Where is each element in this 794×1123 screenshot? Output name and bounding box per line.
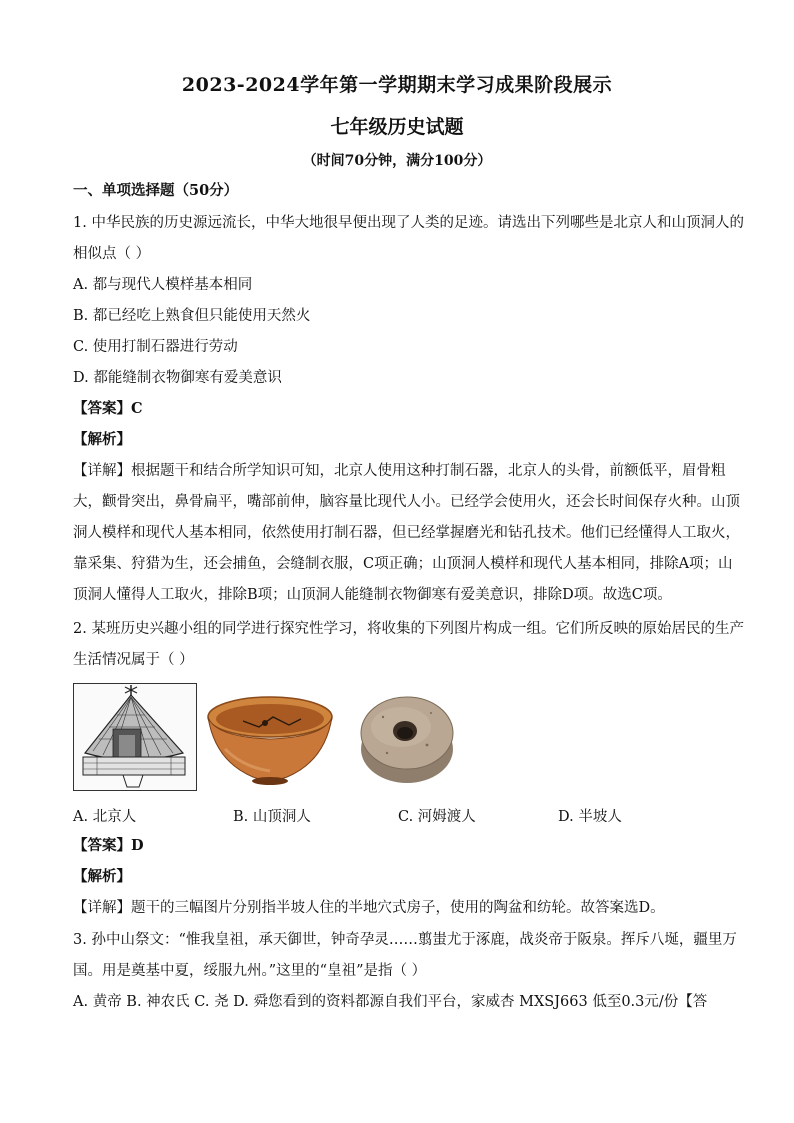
q3-stem-line-1: 3. 孙中山祭文：“惟我皇祖，承天御世，钟奇孕灵……翦蚩尤于涿鹿，战炎帝于阪泉。挥斥八埏，疆里万 — [73, 932, 737, 948]
q2-answer: 【答案】D — [73, 837, 144, 854]
q2-option-c: C. 河姆渡人 — [398, 809, 476, 825]
exam-subtitle: 七年级历史试题 — [330, 116, 464, 138]
q1-detail-line-2: 大，颧骨突出，鼻骨扁平，嘴部前伸，脑容量比现代人小。已经学会使用火，还会长时间保存火种。山顶 — [73, 494, 740, 510]
q2-option-d: D. 半坡人 — [558, 809, 622, 825]
q1-option-c: C. 使用打制石器进行劳动 — [73, 339, 238, 355]
q3-options-line: A. 黄帝 B. 神农氏 C. 尧 D. 舜您看到的资料都源自我们平台，家威杏 MXSJ663 低至0.3元/份【答 — [73, 994, 708, 1010]
q2-analysis-label: 【解析】 — [73, 868, 131, 885]
q2-stem-line-2: 生活情况属于（ ） — [73, 652, 194, 668]
q2-detail: 【详解】题干的三幅图片分别指半坡人住的半地穴式房子，使用的陶盆和纺轮。故答案选D。 — [73, 900, 665, 916]
exam-time-note: （时间70分钟，满分100分） — [302, 153, 492, 169]
pottery-basin-image — [203, 683, 337, 791]
spindle-whorl-image — [357, 683, 457, 791]
q1-answer: 【答案】C — [73, 400, 143, 417]
q1-detail-line-1: 【详解】根据题干和结合所学知识可知，北京人使用这种打制石器，北京人的头骨，前额低平，眉骨粗 — [73, 463, 726, 479]
q1-analysis-label: 【解析】 — [73, 431, 131, 448]
q1-option-d: D. 都能缝制衣物御寒有爱美意识 — [73, 370, 282, 386]
q1-option-a: A. 都与现代人模样基本相同 — [73, 277, 253, 293]
q1-stem-line-2: 相似点（ ） — [73, 246, 151, 262]
q1-option-b: B. 都已经吃上熟食但只能使用天然火 — [73, 308, 311, 324]
section-heading: 一、单项选择题（50分） — [73, 182, 239, 199]
q1-detail-line-5: 顶洞人懂得人工取火，排除B项；山顶洞人能缝制衣物御寒有爱美意识，排除D项。故选C项。 — [73, 587, 672, 603]
q2-stem-line-1: 2. 某班历史兴趣小组的同学进行探究性学习，将收集的下列图片构成一组。它们所反映的原始居民的生产 — [73, 621, 744, 637]
q1-stem-line-1: 1. 中华民族的历史源远流长，中华大地很早便出现了人类的足迹。请选出下列哪些是北京人和山顶洞人的 — [73, 215, 744, 231]
q1-detail-line-4: 靠采集、狩猎为生，还会捕鱼，会缝制衣服，C项正确；山顶洞人模样和现代人基本相同，排除A项；山 — [73, 556, 733, 572]
q1-detail-line-3: 洞人模样和现代人基本相同，依然使用打制石器，但已经掌握磨光和钻孔技术。他们已经懂得人工取火， — [73, 525, 740, 541]
exam-title: 2023-2024学年第一学期期末学习成果阶段展示 — [181, 74, 613, 96]
q3-stem-line-2: 国。用是奠基中夏，绥服九州。”这里的“皇祖”是指（ ） — [73, 963, 427, 979]
q2-option-b: B. 山顶洞人 — [233, 809, 311, 825]
semi-subterranean-house-image — [73, 683, 197, 791]
q2-option-a: A. 北京人 — [73, 809, 137, 825]
